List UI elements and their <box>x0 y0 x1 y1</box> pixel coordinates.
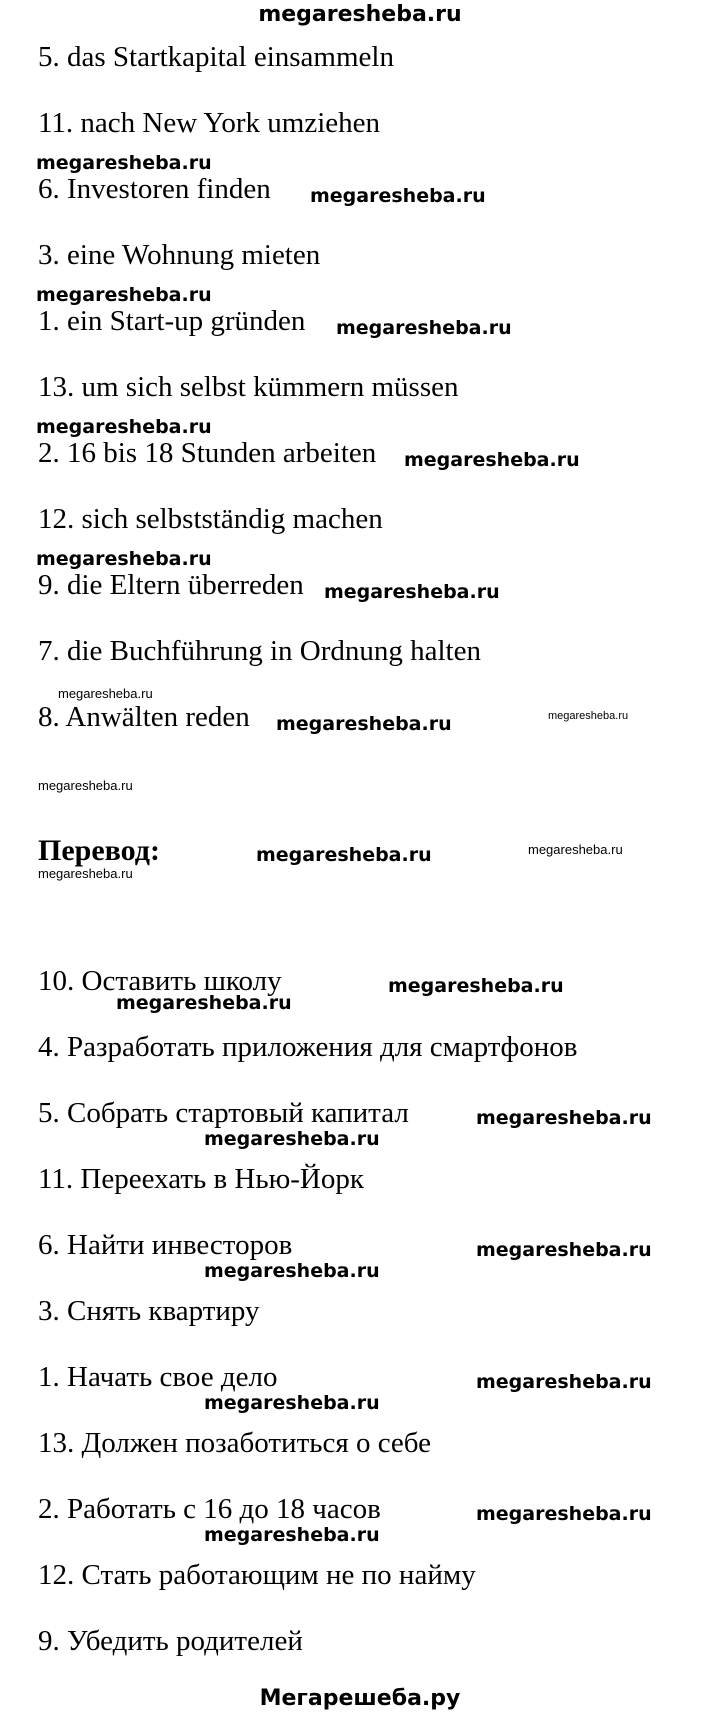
watermark: megaresheba.ru <box>310 185 486 207</box>
watermark: megaresheba.ru <box>204 1128 380 1150</box>
site-footer: Мегарешеба.ру <box>259 1686 461 1711</box>
russian-item-8: 13. Должен позаботиться о себе <box>38 1427 432 1459</box>
watermark: megaresheba.ru <box>38 778 133 793</box>
german-item-2: 11. nach New York umziehen <box>38 107 381 139</box>
watermark: megaresheba.ru <box>476 1239 652 1261</box>
russian-item-3: 5. Собрать стартовый капитал <box>38 1097 409 1129</box>
german-item-6: 13. um sich selbst kümmern müssen <box>38 371 459 403</box>
watermark: megaresheba.ru <box>404 449 580 471</box>
watermark: megaresheba.ru <box>476 1107 652 1129</box>
watermark: megaresheba.ru <box>476 1371 652 1393</box>
russian-item-9: 2. Работать с 16 до 18 часов <box>38 1493 381 1525</box>
german-item-11: 8. Anwälten reden <box>38 701 250 733</box>
watermark: megaresheba.ru <box>336 317 512 339</box>
watermark: megaresheba.ru <box>528 842 623 857</box>
german-item-9: 9. die Eltern überreden <box>38 569 304 601</box>
watermark: megaresheba.ru <box>204 1260 380 1282</box>
watermark: megaresheba.ru <box>204 1524 380 1546</box>
watermark: megaresheba.ru <box>38 866 133 881</box>
german-item-7: 2. 16 bis 18 Stunden arbeiten <box>38 437 377 469</box>
watermark: megaresheba.ru <box>36 548 212 570</box>
russian-item-6: 3. Снять квартиру <box>38 1295 260 1327</box>
watermark: megaresheba.ru <box>388 975 564 997</box>
german-item-4: 3. eine Wohnung mieten <box>38 239 321 271</box>
german-item-3: 6. Investoren finden <box>38 173 271 205</box>
watermark: megaresheba.ru <box>36 416 212 438</box>
watermark: megaresheba.ru <box>476 1503 652 1525</box>
watermark: megaresheba.ru <box>36 284 212 306</box>
german-item-5: 1. ein Start-up gründen <box>38 305 306 337</box>
russian-item-5: 6. Найти инвесторов <box>38 1229 293 1261</box>
russian-item-1: 10. Оставить школу <box>38 965 282 997</box>
watermark: megaresheba.ru <box>204 1392 380 1414</box>
site-header: megaresheba.ru <box>258 2 462 27</box>
russian-item-10: 12. Стать работающим не по найму <box>38 1559 476 1591</box>
watermark: megaresheba.ru <box>256 844 432 866</box>
russian-item-7: 1. Начать свое дело <box>38 1361 278 1393</box>
german-item-8: 12. sich selbstständig machen <box>38 503 383 535</box>
russian-item-11: 9. Убедить родителей <box>38 1625 303 1657</box>
russian-item-4: 11. Переехать в Нью-Йорк <box>38 1163 364 1195</box>
watermark: megaresheba.ru <box>116 992 292 1014</box>
german-item-1: 5. das Startkapital einsammeln <box>38 41 394 73</box>
german-item-10: 7. die Buchführung in Ordnung halten <box>38 635 481 667</box>
russian-item-2: 4. Разработать приложения для смартфонов <box>38 1031 578 1063</box>
watermark: megaresheba.ru <box>58 686 153 701</box>
watermark: megaresheba.ru <box>36 152 212 174</box>
watermark: megaresheba.ru <box>548 710 629 722</box>
translation-heading: Перевод: <box>38 834 160 867</box>
watermark: megaresheba.ru <box>276 713 452 735</box>
watermark: megaresheba.ru <box>324 581 500 603</box>
